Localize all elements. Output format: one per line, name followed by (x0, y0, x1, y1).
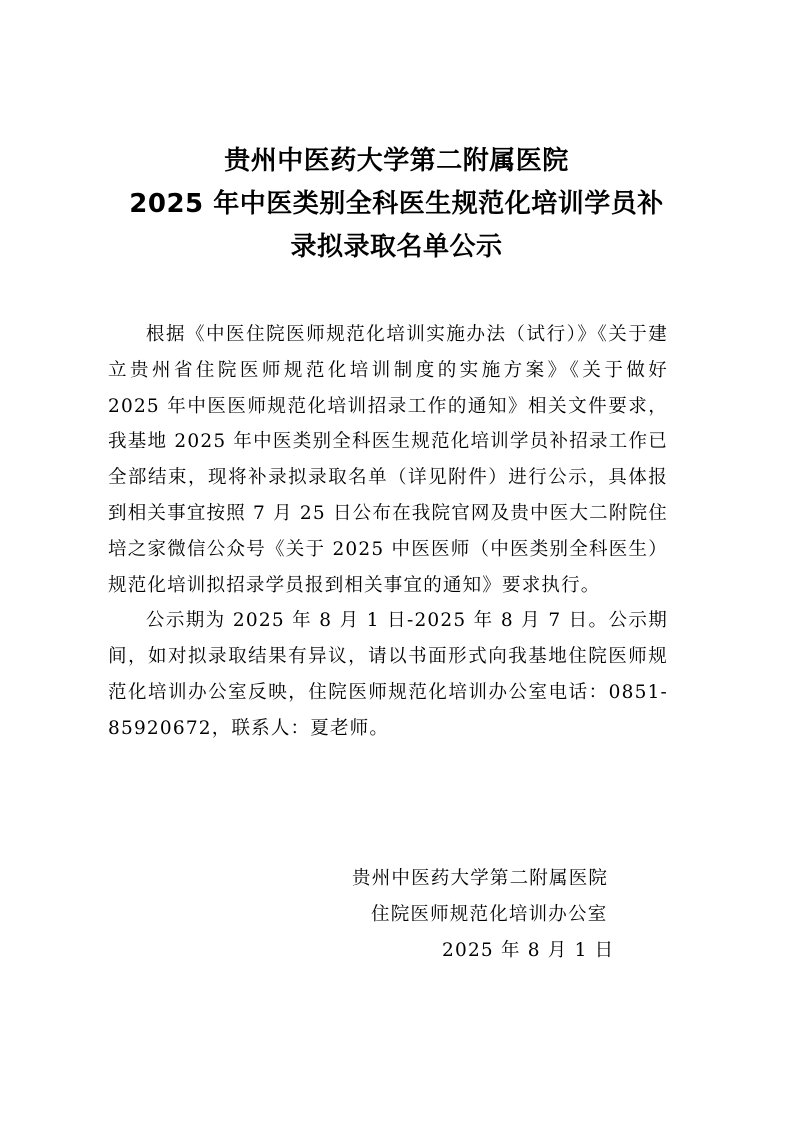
document-title (100, 140, 693, 269)
paragraph-basis: 根据《中医住院医师规范化培训实施办法（试行）》《关于建立贵州省住院医师规范化培训制度的实施方案》《关于做好 2025 年中医医师规范化培训招录工作的通知》相关文件要求，我基地 2025 年中医类别全科医生规范化培训学员补招录工作已全部结束，现将补录拟录取名单（详见附件）进行公示，具体报到相关事宜按照 7 月 25 日公布在我院官网及贵中医大二附院住培之家微信公众号《关于 2025 中医医师（中医类别全科医生）规范化培训拟招录学员报到相关事宜的通知》要求执行。 (108, 324, 668, 596)
title-line-hospital: 贵州中医药大学第二附属医院 (224, 146, 569, 176)
signature-block (340, 861, 650, 969)
title-line-program: 2025 年中医类别全科医生规范化培训学员补 (129, 189, 664, 219)
signature-organization: 贵州中医药大学第二附属医院 (352, 868, 609, 889)
title-line-notice: 录拟录取名单公示 (290, 232, 503, 262)
signature-date: 2025 年 8 月 1 日 (442, 940, 615, 961)
document-body (108, 317, 668, 747)
paragraph-publicity-period: 公示期为 2025 年 8 月 1 日-2025 年 8 月 7 日。公示期间，如对拟录取结果有异议，请以书面形式向我基地住院医师规范化培训办公室反映，住院医师规范化培训办公室电话：0851-85920672，联系人：夏老师。 (108, 610, 668, 739)
signature-office: 住院医师规范化培训办公室 (371, 904, 608, 925)
